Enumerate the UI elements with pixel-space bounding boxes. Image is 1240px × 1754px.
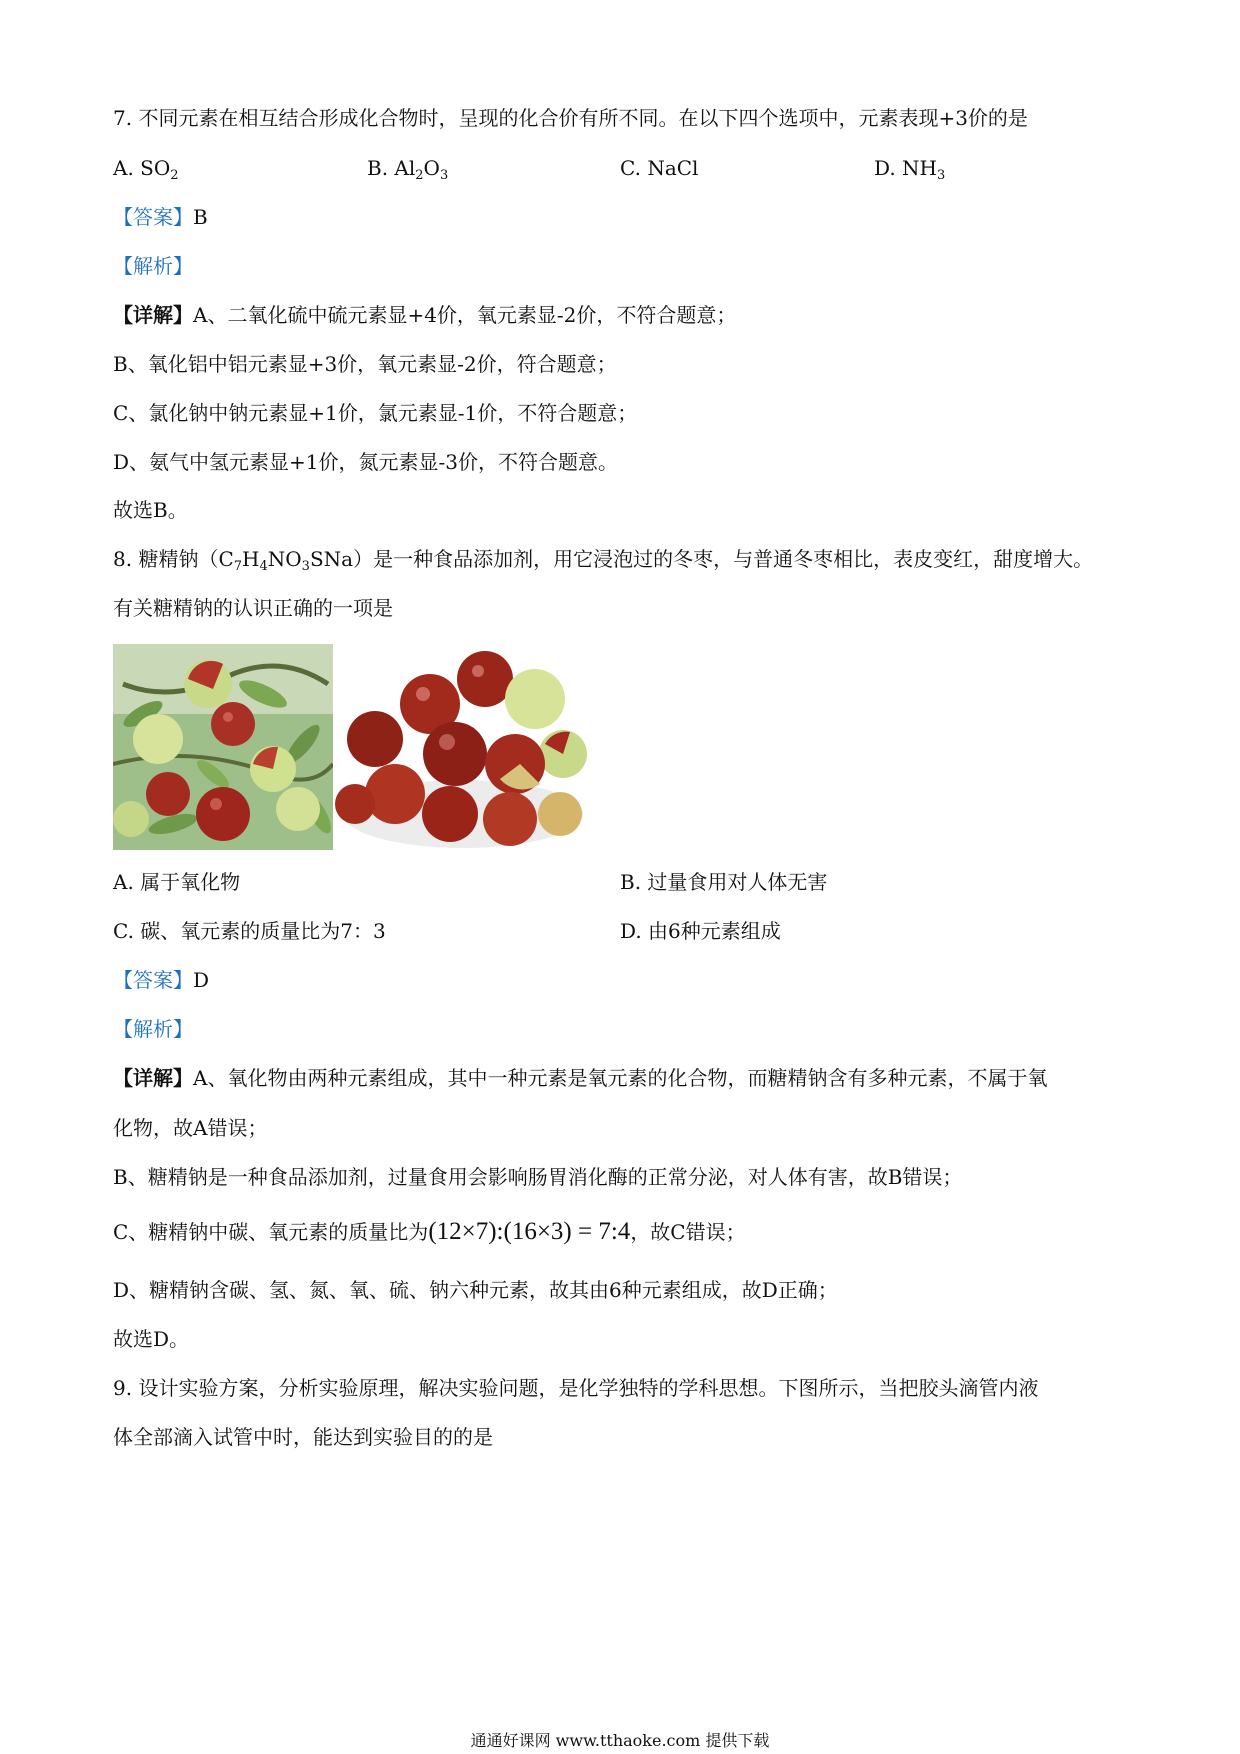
q8-answer: 【答案】D	[113, 968, 210, 992]
q8-detail-b: B、糖精钠是一种食品添加剂，过量食用会影响肠胃消化酶的正常分泌，对人体有害，故B错误；	[113, 1165, 963, 1189]
q8-option-a: A. 属于氧化物	[113, 870, 241, 894]
q7-option-a: A. $SO_2$	[113, 156, 179, 183]
q7-option-d: D. $NH_3$	[874, 156, 946, 183]
page-footer: 通通好课网 www.tthaoke.com 提供下载	[470, 1731, 770, 1750]
q7-detail-a: 【详解】A、二氧化硫中硫元素显+4价，氧元素显-2价，不符合题意；	[113, 303, 737, 327]
q7-stem: 7. 不同元素在相互结合形成化合物时，呈现的化合价有所不同。在以下四个选项中，元素表现+3价的是	[113, 106, 1028, 130]
q7-detail-d: D、氨气中氢元素显+1价，氮元素显-3价，不符合题意。	[113, 450, 618, 474]
q8-detail-a: 【详解】A、氧化物由两种元素组成，其中一种元素是氧元素的化合物，而糖精钠含有多种元素，不属于氧	[113, 1066, 1048, 1090]
q9-stem: 9. 设计实验方案，分析实验原理，解决实验问题，是化学独特的学科思想。下图所示，当把胶头滴管内液	[113, 1376, 1039, 1400]
jujube-tree-photo	[113, 644, 333, 850]
q7-analysis-tag: 【解析】	[113, 254, 193, 278]
q7-detail-c: C、氯化钠中钠元素显+1价，氯元素显-1价，不符合题意；	[113, 401, 638, 425]
q8-conclusion: 故选D。	[113, 1327, 190, 1351]
q8-option-b: B. 过量食用对人体无害	[620, 870, 828, 894]
q9-stem-line2: 体全部滴入试管中时，能达到实验目的的是	[113, 1425, 493, 1449]
q8-detail-d: D、糖精钠含碳、氢、氮、氧、硫、钠六种元素，故其由6种元素组成，故D正确；	[113, 1278, 838, 1302]
mass-ratio-formula: (12×7):(16×3) = 7:4	[428, 1218, 631, 1245]
q8-stem: 8. 糖精钠$(C_7H_4NO_3SNa)$是一种食品添加剂，用它浸泡过的冬枣，与普通冬枣相比，表皮变红，甜度增大。	[113, 547, 1094, 574]
q8-stem-line2: 有关糖精钠的认识正确的一项是	[113, 596, 393, 620]
q8-analysis-tag: 【解析】	[113, 1017, 193, 1041]
q7-answer: 【答案】B	[113, 205, 208, 229]
q7-detail-b: B、氧化铝中铝元素显+3价，氧元素显-2价，符合题意；	[113, 352, 617, 376]
q7-option-c: C. NaCl	[620, 156, 699, 180]
q7-option-b: B. $Al_2O_3$	[367, 156, 449, 183]
q8-detail-a-cont: 化物，故A错误；	[113, 1116, 268, 1140]
q8-option-d: D. 由6种元素组成	[620, 919, 781, 943]
q7-conclusion: 故选B。	[113, 498, 188, 522]
q8-detail-c: C、糖精钠中碳、氧元素的质量比为(12×7):(16×3) = 7:4，故C错误；	[113, 1218, 746, 1245]
q8-option-c: C. 碳、氧元素的质量比为7：3	[113, 919, 386, 943]
jujube-plate-photo	[335, 644, 587, 850]
